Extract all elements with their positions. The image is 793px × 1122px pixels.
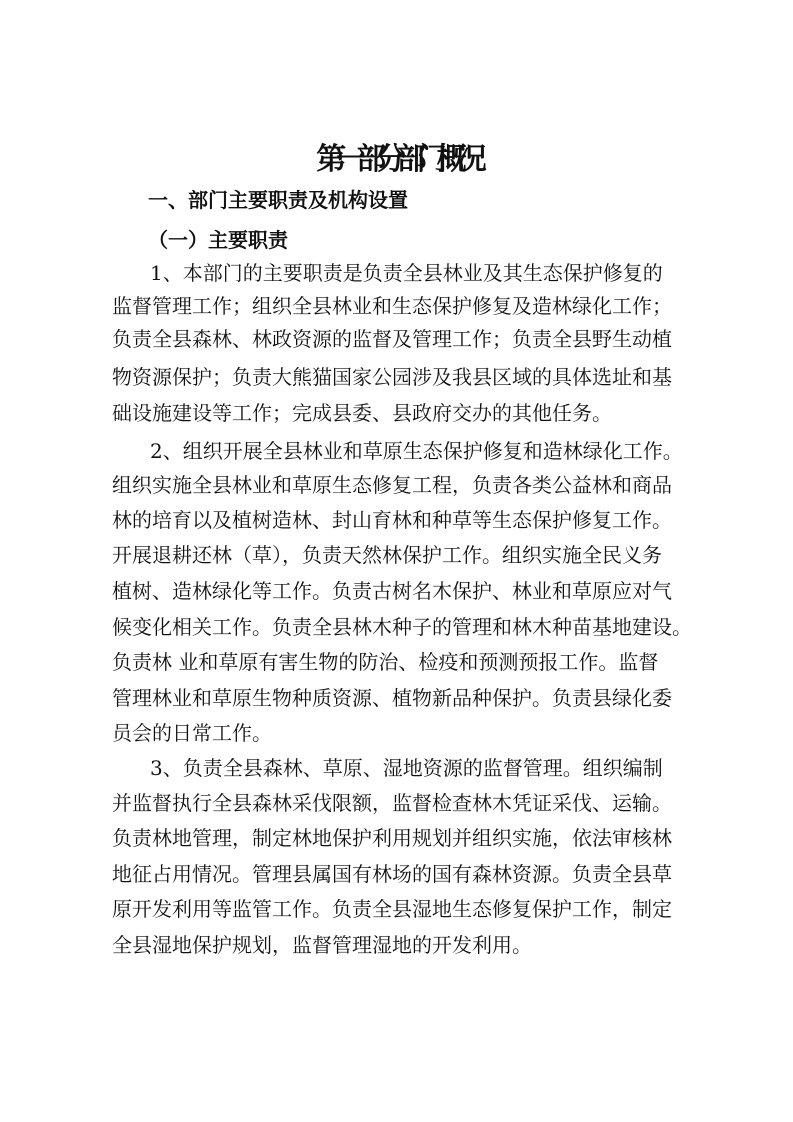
paragraph-3-line: 3、负责全县森林、草原、湿地资源的监督管理。组织编制 [150,756,663,780]
paragraph-1-line: 物资源保护；负责大熊猫国家公园涉及我县区域的具体选址和基 [112,365,672,389]
paragraph-3-line: 并监督执行全县森林采伐限额，监督检查林木凭证采伐、运输。 [112,791,672,815]
paragraph-2-line: 员会的日常工作。 [112,721,272,745]
paragraph-1-line: 1、本部门的主要职责是负责全县林业及其生态保护修复的 [150,261,663,285]
paragraph-2-line: 2、组织开展全县林业和草原生态保护修复和造林绿化工作。 [150,439,683,463]
paragraph-2-line: 管理林业和草原生物种质资源、植物新品种保护。负责县绿化委 [112,686,672,710]
paragraph-2-line: 开展退耕还林（草），负责天然林保护工作。组织实施全民义务 [112,543,662,567]
paragraph-1-line: 负责全县森林、林政资源的监督及管理工作；负责全县野生动植 [112,327,672,351]
paragraph-3-line: 全县湿地保护规划，监督管理湿地的开发利用。 [112,933,532,957]
paragraph-1-line: 础设施建设等工作；完成县委、县政府交办的其他任务。 [112,401,612,425]
paragraph-2-line: 植树、造林绿化等工作。负责古树名木保护、林业和草原应对气 [112,579,672,603]
subsection-heading: （一）主要职责 [148,228,288,252]
paragraph-2-line: 组织实施全县林业和草原生态修复工程，负责各类公益林和商品 [112,473,672,497]
page-title: 第一部分 部门概况 [316,142,477,177]
paragraph-3-line: 原开发利用等监管工作。负责全县湿地生态修复保护工作，制定 [112,897,672,921]
paragraph-3-line: 地征占用情况。管理县属国有林场的国有森林资源。负责全县草 [112,862,672,886]
paragraph-2-line: 负责林 业和草原有害生物的防治、检疫和预测预报工作。监督 [112,650,659,674]
paragraph-1-line: 监督管理工作；组织全县林业和生态保护修复及造林绿化工作； [112,294,672,318]
paragraph-2-line: 林的培育以及植树造林、封山育林和种草等生态保护修复工作。 [112,508,672,532]
paragraph-2-line: 候变化相关工作。负责全县林木种子的管理和林木种苗基地建设。 [112,615,692,639]
paragraph-3-line: 负责林地管理，制定林地保护利用规划并组织实施，依法审核林 [112,826,672,850]
section-heading: 一、部门主要职责及机构设置 [148,188,408,212]
